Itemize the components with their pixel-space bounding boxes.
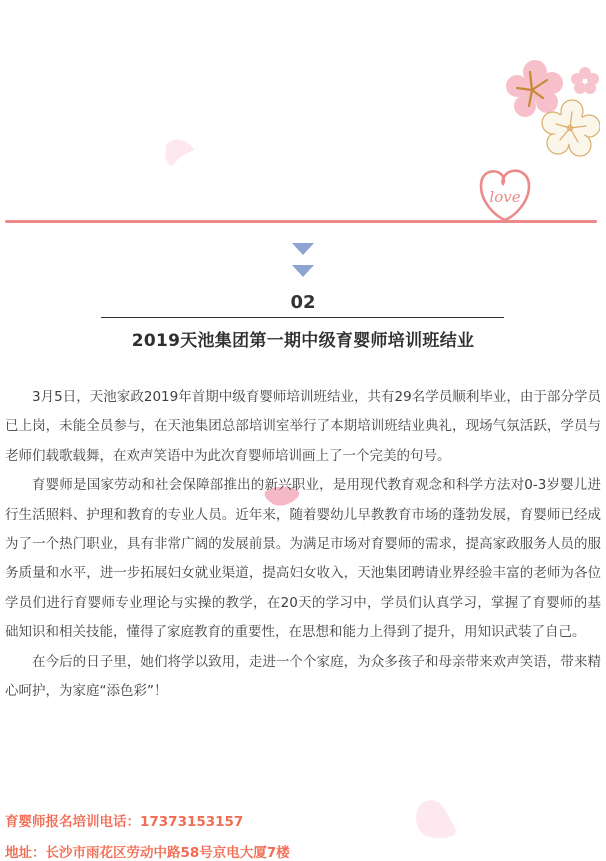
falling-petal-icon	[410, 797, 462, 847]
article-paragraph: 育婴师是国家劳动和社会保障部推出的新兴职业，是用现代教育观念和科学方法对0-3岁婴儿进行生活照料、护理和教育的专业人员。近年来，随着婴幼儿早教教育市场的蓬勃发展，育婴师已经成为了一个热门职业，具有非常广阔的发展前景。为满足市场对育婴师的需求，提高家政服务人员的服务质量和水平，进一步拓展妇女就业渠道，提高妇女收入，天池集团聘请业界经验丰富的老师为各位学员们进行育婴师专业理论与实操的教学，在20天的学习中，学员们认真学习，掌握了育婴师的基础知识和相关技能，懂得了家庭教育的重要性，在思想和能力上得到了提升，用知识武装了自己。	[5, 477, 601, 641]
header-decoration	[0, 0, 606, 235]
love-heart-icon	[475, 162, 535, 224]
down-arrow-icon	[292, 243, 314, 255]
header-divider-line	[5, 220, 597, 223]
article-paragraph: 在今后的日子里，她们将学以致用，走进一个个家庭，为众多孩子和母亲带来欢声笑语，带来精心呵护，为家庭“添色彩”！	[5, 653, 601, 700]
article-paragraph: 3月5日，天池家政2019年首期中级育婴师培训班结业，共有29名学员顺利毕业，由于部分学员已上岗，未能全员参与，在天池集团总部培训室举行了本期培训班结业典礼，现场气氛活跃，学员与老师们载歌载舞，在欢声笑语中为此次育婴师培训画上了一个完美的句号。	[5, 389, 601, 464]
address-label: 地址：长沙市雨花区劳动中路58号京电大厦7楼	[5, 845, 290, 861]
title-rule	[101, 317, 504, 318]
section-number: 02	[290, 292, 316, 313]
cream-blossom-icon	[540, 98, 600, 158]
small-blossom-icon	[570, 66, 600, 96]
phone-label: 育婴师报名培训电话：17373153157	[5, 814, 244, 830]
article-body	[5, 383, 601, 706]
down-arrow-icon	[292, 265, 314, 277]
section-title-wrap	[0, 326, 606, 351]
section-arrows	[0, 243, 606, 287]
svg-text:love: love	[489, 188, 521, 206]
section-title: 2019天池集团第一期中级育婴师培训班结业	[130, 326, 477, 351]
falling-petal-icon	[160, 138, 200, 168]
